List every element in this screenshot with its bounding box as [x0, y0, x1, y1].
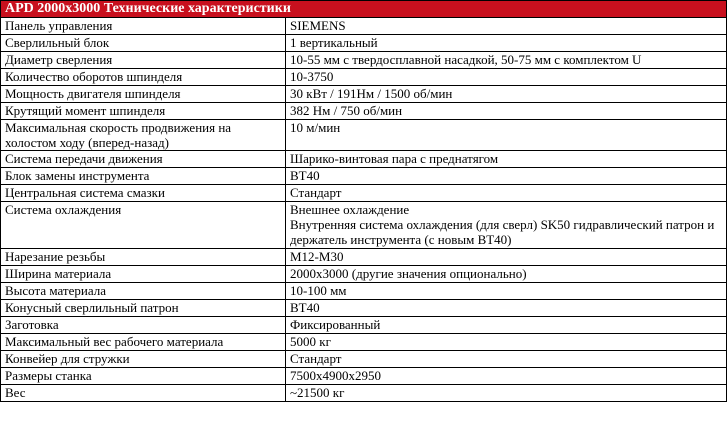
spec-label: Количество оборотов шпинделя [1, 69, 286, 86]
spec-value-line: Стандарт [290, 351, 342, 366]
spec-value [286, 368, 727, 385]
spec-label: Размеры станка [1, 368, 286, 385]
spec-label: Максимальная скорость продвижения на холостом ходу (вперед-назад) [1, 120, 286, 151]
table-row [1, 368, 727, 385]
spec-label: Система передачи движения [1, 151, 286, 168]
spec-label: Конусный сверлильный патрон [1, 300, 286, 317]
spec-label: Диаметр сверления [1, 52, 286, 69]
spec-value-line: Стандарт [290, 185, 342, 200]
spec-label: Панель управления [1, 18, 286, 35]
spec-value [286, 385, 727, 402]
spec-value-line: 30 кВт / 191Нм / 1500 об/мин [290, 86, 453, 101]
spec-value [286, 35, 727, 52]
spec-value [286, 283, 727, 300]
spec-value [286, 120, 727, 151]
spec-value-line: 7500x4900x2950 [290, 368, 381, 383]
spec-label: Блок замены инструмента [1, 168, 286, 185]
spec-value-line: 382 Нм / 750 об/мин [290, 103, 403, 118]
spec-label: Конвейер для стружки [1, 351, 286, 368]
spec-value-line: 10-100 мм [290, 283, 347, 298]
title-row [1, 1, 727, 18]
spec-value [286, 185, 727, 202]
spec-label: Центральная система смазки [1, 185, 286, 202]
spec-value [286, 103, 727, 120]
table-row [1, 52, 727, 69]
spec-value-line: 1 вертикальный [290, 35, 378, 50]
spec-label: Крутящий момент шпинделя [1, 103, 286, 120]
table-row [1, 103, 727, 120]
spec-value-line: Шарико-винтовая пара с преднатягом [290, 151, 499, 166]
spec-value-line: 10-3750 [290, 69, 334, 84]
table-title: APD 2000x3000 Технические характеристики [1, 1, 727, 18]
spec-value-line: Внутренняя система охлаждения (для сверл) SK50 гидравлический патрон и держатель инструмента (с новым BT40) [290, 217, 715, 247]
spec-label: Ширина материала [1, 266, 286, 283]
spec-label: Высота материала [1, 283, 286, 300]
spec-value [286, 266, 727, 283]
spec-value [286, 300, 727, 317]
table-row [1, 385, 727, 402]
spec-value-line: BT40 [290, 168, 320, 183]
table-row [1, 283, 727, 300]
spec-value-line: 5000 кг [290, 334, 331, 349]
spec-value [286, 69, 727, 86]
spec-value-line: Внешнее охлаждение [290, 202, 410, 217]
table-row [1, 18, 727, 35]
table-row [1, 151, 727, 168]
table-row [1, 202, 727, 249]
table-row [1, 185, 727, 202]
table-row [1, 266, 727, 283]
table-row [1, 168, 727, 185]
spec-value [286, 334, 727, 351]
table-row [1, 317, 727, 334]
spec-value-line: 10 м/мин [290, 120, 341, 135]
table-row [1, 249, 727, 266]
table-row [1, 120, 727, 151]
spec-value [286, 151, 727, 168]
spec-value-line: 2000x3000 (другие значения опционально) [290, 266, 527, 281]
table-row [1, 86, 727, 103]
spec-value-line: SIEMENS [290, 18, 346, 33]
spec-value [286, 317, 727, 334]
spec-value [286, 168, 727, 185]
table-row [1, 300, 727, 317]
spec-value [286, 52, 727, 69]
spec-label: Заготовка [1, 317, 286, 334]
spec-value [286, 86, 727, 103]
spec-value-line: BT40 [290, 300, 320, 315]
spec-label: Вес [1, 385, 286, 402]
spec-value [286, 18, 727, 35]
spec-value [286, 202, 727, 249]
table-row [1, 334, 727, 351]
table-row [1, 35, 727, 52]
table-row [1, 351, 727, 368]
spec-value [286, 249, 727, 266]
spec-label: Мощность двигателя шпинделя [1, 86, 286, 103]
spec-value-line: Фиксированный [290, 317, 381, 332]
spec-value [286, 351, 727, 368]
spec-value-line: M12-M30 [290, 249, 344, 264]
spec-value-line: ~21500 кг [290, 385, 345, 400]
spec-label: Сверлильный блок [1, 35, 286, 52]
spec-label: Система охлаждения [1, 202, 286, 249]
table-row [1, 69, 727, 86]
spec-value-line: 10-55 мм с твердосплавной насадкой, 50-75 мм с комплектом U [290, 52, 642, 67]
spec-label: Максимальный вес рабочего материала [1, 334, 286, 351]
spec-label: Нарезание резьбы [1, 249, 286, 266]
